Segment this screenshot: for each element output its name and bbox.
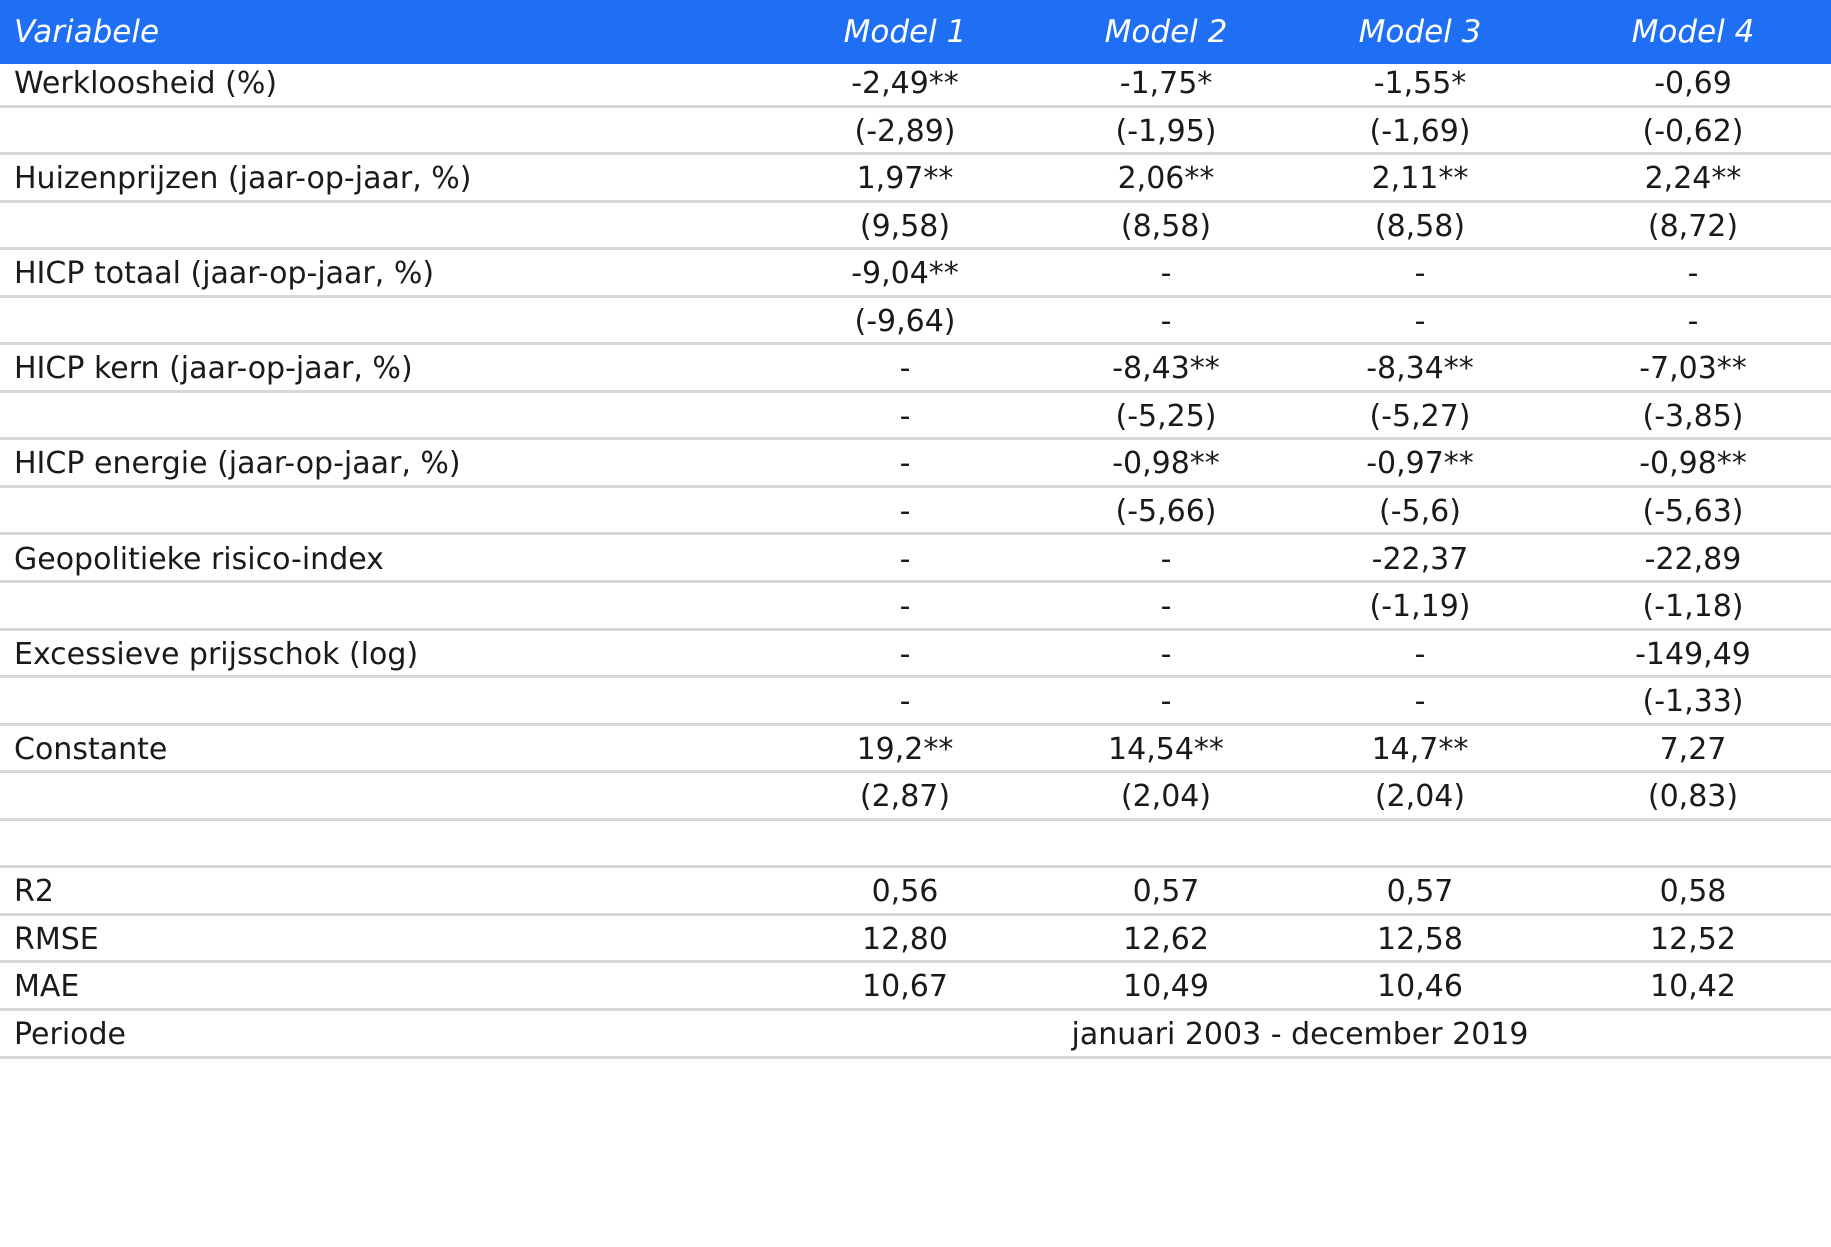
- cell-model-4: (0,83): [1647, 779, 1739, 815]
- cell-model-2: 14,54**: [1108, 731, 1224, 767]
- row-label: R2: [14, 874, 54, 910]
- header-model-4: Model 4: [1631, 14, 1755, 50]
- cell-model-3: (-5,6): [1379, 493, 1461, 529]
- periode-label: Periode: [14, 1017, 127, 1052]
- table-row: [0, 203, 1831, 251]
- cell-model-2: (8,58): [1120, 208, 1212, 244]
- cell-model-2: -0,98**: [1112, 446, 1220, 482]
- header-model-3: Model 3: [1358, 14, 1482, 50]
- table-row: [0, 726, 1831, 774]
- cell-model-2: (-1,95): [1115, 113, 1217, 149]
- cell-model-4: (8,72): [1647, 208, 1739, 244]
- cell-model-4: -0,98**: [1639, 446, 1747, 482]
- table-row: [0, 440, 1831, 488]
- cell-model-1: 1,97**: [856, 161, 954, 197]
- cell-model-3: 10,46: [1377, 969, 1463, 1005]
- cell-model-2: -: [1160, 303, 1172, 339]
- cell-model-2: 12,62: [1123, 921, 1209, 957]
- table-row: [0, 868, 1831, 916]
- table-row: [0, 773, 1831, 821]
- cell-model-1: -: [899, 446, 911, 482]
- cell-model-3: 0,57: [1386, 874, 1454, 910]
- table-row: [0, 583, 1831, 631]
- cell-model-3: -0,97**: [1366, 446, 1474, 482]
- table-row: [0, 821, 1831, 869]
- cell-model-1: -2,49**: [851, 66, 959, 101]
- table-row: [0, 60, 1831, 108]
- table-row: [0, 155, 1831, 203]
- cell-model-4: -22,89: [1644, 541, 1742, 577]
- cell-model-1: 0,56: [871, 874, 939, 910]
- table-row: [0, 916, 1831, 964]
- periode-value: januari 2003 - december 2019: [1071, 1017, 1529, 1052]
- table-row: [0, 678, 1831, 726]
- header-variable: Variabele: [14, 14, 160, 50]
- cell-model-3: 12,58: [1377, 921, 1463, 957]
- cell-model-1: 12,80: [862, 921, 948, 957]
- cell-model-2: -: [1160, 636, 1172, 672]
- cell-model-1: -: [899, 589, 911, 625]
- table-row: [0, 536, 1831, 584]
- cell-model-4: 12,52: [1650, 921, 1736, 957]
- row-label: Werkloosheid (%): [14, 66, 278, 101]
- cell-model-2: 2,06**: [1117, 161, 1215, 197]
- table-row: [0, 631, 1831, 679]
- cell-model-2: (-5,25): [1115, 398, 1217, 434]
- cell-model-2: -: [1160, 256, 1172, 292]
- cell-model-2: -8,43**: [1112, 351, 1220, 387]
- cell-model-1: 10,67: [862, 969, 948, 1005]
- cell-model-3: -: [1414, 303, 1426, 339]
- cell-model-3: -: [1414, 256, 1426, 292]
- table-row: [0, 298, 1831, 346]
- cell-model-4: (-0,62): [1642, 113, 1744, 149]
- table-row: [0, 488, 1831, 536]
- cell-model-3: 14,7**: [1371, 731, 1469, 767]
- cell-model-4: (-5,63): [1642, 493, 1744, 529]
- periode-row: [0, 1011, 1831, 1059]
- cell-model-2: -: [1160, 541, 1172, 577]
- row-label: Huizenprijzen (jaar-op-jaar, %): [14, 161, 472, 197]
- cell-model-1: (9,58): [859, 208, 951, 244]
- table-row: [0, 963, 1831, 1011]
- cell-model-4: (-1,33): [1642, 684, 1744, 720]
- cell-model-4: 0,58: [1659, 874, 1727, 910]
- cell-model-1: -: [899, 636, 911, 672]
- cell-model-2: -: [1160, 684, 1172, 720]
- cell-model-3: -22,37: [1371, 541, 1469, 577]
- cell-model-1: -: [899, 493, 911, 529]
- cell-model-4: -: [1687, 303, 1699, 339]
- cell-model-1: -: [899, 541, 911, 577]
- cell-model-3: -1,55*: [1373, 66, 1467, 101]
- cell-model-4: -: [1687, 256, 1699, 292]
- cell-model-3: -8,34**: [1366, 351, 1474, 387]
- row-label: Constante: [14, 731, 168, 767]
- cell-model-2: 0,57: [1132, 874, 1200, 910]
- cell-model-4: -7,03**: [1639, 351, 1747, 387]
- cell-model-4: 10,42: [1650, 969, 1736, 1005]
- cell-model-2: -: [1160, 589, 1172, 625]
- cell-model-3: (-5,27): [1369, 398, 1471, 434]
- cell-model-3: -: [1414, 684, 1426, 720]
- cell-model-3: -: [1414, 636, 1426, 672]
- table-row: [0, 108, 1831, 156]
- table-row: [0, 393, 1831, 441]
- cell-model-4: 7,27: [1659, 731, 1727, 767]
- header-model-1: Model 1: [843, 14, 967, 50]
- cell-model-3: (2,04): [1374, 779, 1466, 815]
- cell-model-2: (-5,66): [1115, 493, 1217, 529]
- table-row: [0, 345, 1831, 393]
- cell-model-3: (-1,69): [1369, 113, 1471, 149]
- cell-model-4: (-1,18): [1642, 589, 1744, 625]
- header-model-2: Model 2: [1104, 14, 1228, 50]
- row-label: MAE: [14, 969, 80, 1005]
- cell-model-4: -149,49: [1635, 636, 1751, 672]
- cell-model-1: (-9,64): [854, 303, 956, 339]
- cell-model-3: (-1,19): [1369, 589, 1471, 625]
- row-label: HICP kern (jaar-op-jaar, %): [14, 351, 413, 387]
- cell-model-4: -0,69: [1654, 66, 1732, 101]
- row-label: HICP totaal (jaar-op-jaar, %): [14, 256, 435, 292]
- cell-model-1: (-2,89): [854, 113, 956, 149]
- cell-model-1: -: [899, 684, 911, 720]
- row-label: RMSE: [14, 921, 99, 957]
- cell-model-1: (2,87): [859, 779, 951, 815]
- cell-model-2: (2,04): [1120, 779, 1212, 815]
- cell-model-1: -: [899, 398, 911, 434]
- row-label: HICP energie (jaar-op-jaar, %): [14, 446, 461, 482]
- cell-model-1: -9,04**: [851, 256, 959, 292]
- cell-model-4: 2,24**: [1644, 161, 1742, 197]
- cell-model-4: (-3,85): [1642, 398, 1744, 434]
- table-header: [0, 0, 1831, 64]
- cell-model-2: 10,49: [1123, 969, 1209, 1005]
- row-label: Geopolitieke risico-index: [14, 541, 384, 577]
- cell-model-1: 19,2**: [856, 731, 954, 767]
- cell-model-1: -: [899, 351, 911, 387]
- row-label: Excessieve prijsschok (log): [14, 636, 419, 672]
- cell-model-3: (8,58): [1374, 208, 1466, 244]
- cell-model-3: 2,11**: [1371, 161, 1469, 197]
- cell-model-2: -1,75*: [1119, 66, 1213, 101]
- table-row: [0, 250, 1831, 298]
